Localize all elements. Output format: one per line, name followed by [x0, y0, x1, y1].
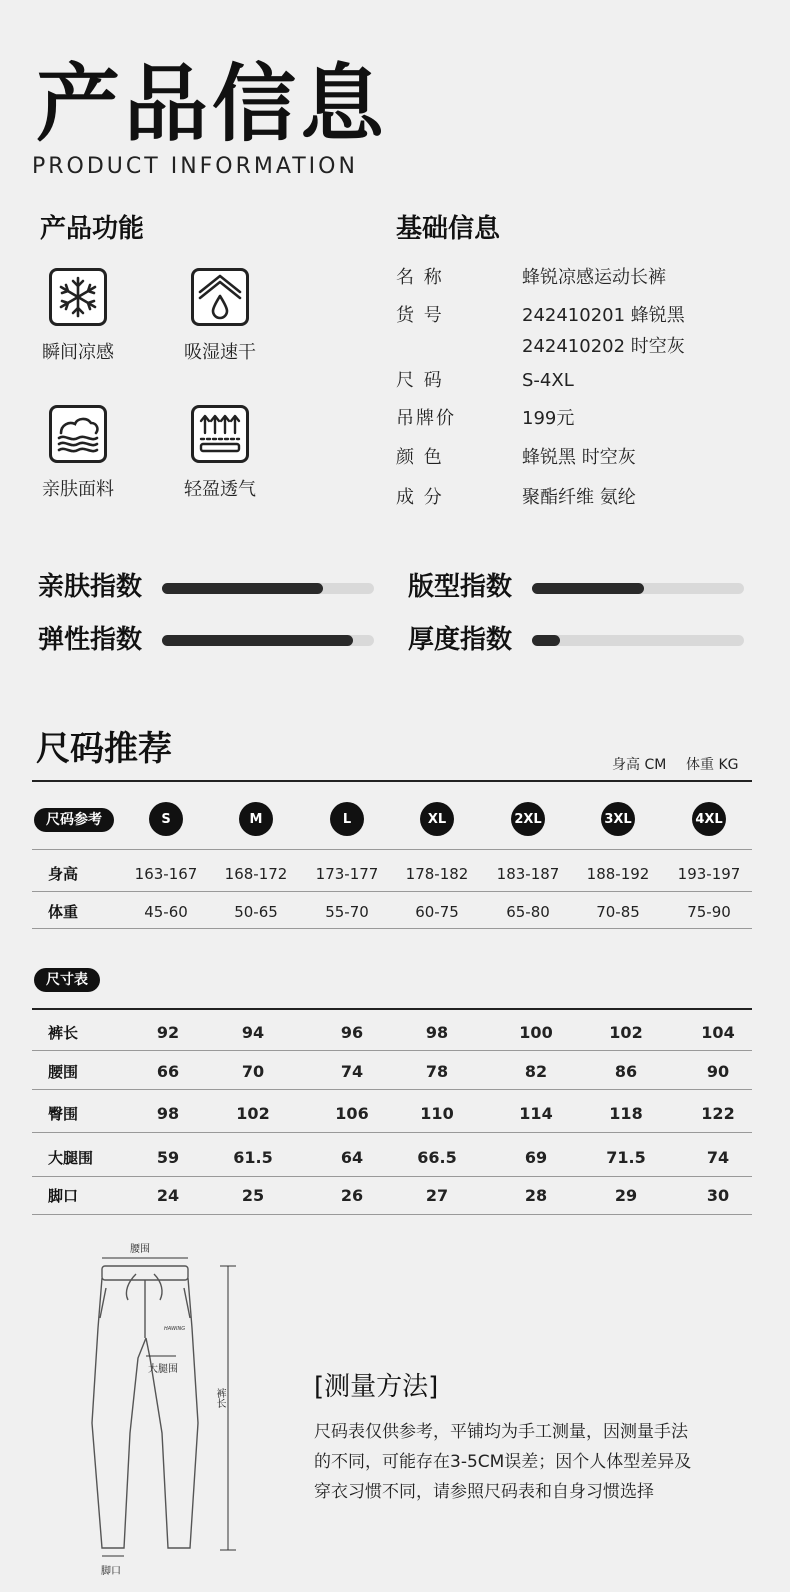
- page-subtitle: PRODUCT INFORMATION: [32, 154, 358, 179]
- size-table-cell: 96: [340, 1023, 364, 1042]
- divider: [32, 1176, 752, 1177]
- method-line: 穿衣习惯不同，请参照尺码表和自身习惯选择: [314, 1482, 654, 1502]
- info-key: 名 称: [396, 267, 444, 288]
- size-table-cell: 90: [706, 1062, 730, 1081]
- size-table-cell: 94: [241, 1023, 265, 1042]
- method-text: [314, 1417, 724, 1507]
- info-key: 吊牌价: [396, 408, 456, 429]
- index-bar: [162, 635, 374, 646]
- size-table-cell: 30: [706, 1186, 730, 1205]
- waist-label: 腰围: [130, 1244, 150, 1255]
- size-badge: L: [330, 802, 364, 836]
- divider: [32, 1132, 752, 1133]
- size-table-row-label: 臀围: [48, 1105, 79, 1123]
- size-badge: M: [239, 802, 273, 836]
- drawstring-right: [154, 1274, 162, 1300]
- size-table-row-label: 裤长: [48, 1024, 79, 1042]
- hem-label: 脚口: [101, 1566, 121, 1577]
- size-table-cell: 24: [156, 1186, 180, 1205]
- info-value: 199元: [522, 408, 575, 429]
- moisture-wicking-icon: [191, 268, 249, 326]
- size-table-cell: 102: [236, 1104, 270, 1123]
- feature-cooling: [18, 268, 138, 364]
- feature-breathable: [160, 405, 280, 501]
- size-table-cell: 69: [524, 1148, 548, 1167]
- size-badge: 3XL: [601, 802, 635, 836]
- size-table-cell: 86: [614, 1062, 638, 1081]
- feature-skin-friendly: [18, 405, 138, 501]
- divider: [32, 891, 752, 892]
- index-label: 亲肤指数: [38, 572, 143, 602]
- waistband: [102, 1266, 188, 1280]
- weight-cell: 65-80: [506, 903, 550, 921]
- size-table-row-label: 大腿围: [48, 1149, 94, 1167]
- size-table-cell: 100: [519, 1023, 553, 1042]
- feature-label: 吸湿速干: [184, 342, 256, 363]
- size-table-cell: 98: [425, 1023, 449, 1042]
- size-table-cell: 70: [241, 1062, 265, 1081]
- height-cell: 168-172: [224, 865, 288, 883]
- index-bar-fill: [532, 635, 560, 646]
- divider: [32, 1089, 752, 1090]
- divider: [32, 928, 752, 929]
- weight-cell: 60-75: [415, 903, 459, 921]
- size-table-cell: 122: [701, 1104, 735, 1123]
- size-table-cell: 118: [609, 1104, 643, 1123]
- info-key: 颜 色: [396, 447, 444, 468]
- index-label: 版型指数: [408, 572, 513, 602]
- info-value: 聚酯纤维 氨纶: [522, 487, 636, 508]
- index-bar: [162, 583, 374, 594]
- size-table-cell: 82: [524, 1062, 548, 1081]
- size-table-cell: 74: [340, 1062, 364, 1081]
- size-table-cell: 78: [425, 1062, 449, 1081]
- unit-weight: 体重 KG: [686, 757, 739, 773]
- brand-logo: HAWING: [164, 1326, 186, 1332]
- info-key: 尺 码: [396, 370, 444, 391]
- breathable-icon: [191, 405, 249, 463]
- size-badge: XL: [420, 802, 454, 836]
- method-line: 的不同，可能存在3-5CM误差；因个人体型差异及: [314, 1452, 692, 1472]
- size-badge: 4XL: [692, 802, 726, 836]
- info-key: 成 分: [396, 487, 444, 508]
- size-table-cell: 74: [706, 1148, 730, 1167]
- size-recommend-heading: 尺码推荐: [36, 729, 172, 769]
- basic-info-heading: 基础信息: [396, 214, 501, 244]
- index-bar: [532, 635, 744, 646]
- weight-cell: 55-70: [325, 903, 369, 921]
- height-cell: 163-167: [134, 865, 198, 883]
- weight-cell: 70-85: [596, 903, 640, 921]
- weight-cell: 75-90: [687, 903, 731, 921]
- index-bar: [532, 583, 744, 594]
- size-table-cell: 61.5: [233, 1148, 273, 1167]
- size-table-cell: 92: [156, 1023, 180, 1042]
- size-table-cell: 104: [701, 1023, 735, 1042]
- info-value: 蜂锐黑 时空灰: [522, 447, 636, 468]
- size-table-cell: 25: [241, 1186, 265, 1205]
- pants-diagram: [80, 1248, 250, 1568]
- size-table-cell: 71.5: [606, 1148, 646, 1167]
- divider: [32, 849, 752, 850]
- size-table-cell: 26: [340, 1186, 364, 1205]
- size-ref-pill: 尺码参考: [34, 808, 114, 832]
- length-label: 裤长: [214, 1388, 225, 1408]
- feature-label: 轻盈透气: [184, 479, 256, 500]
- info-value: S-4XL: [522, 370, 574, 391]
- height-cell: 173-177: [315, 865, 379, 883]
- divider: [32, 1050, 752, 1051]
- unit-height: 身高 CM: [612, 757, 667, 773]
- page-title: 产品信息: [36, 55, 389, 153]
- size-table-cell: 28: [524, 1186, 548, 1205]
- size-table-cell: 59: [156, 1148, 180, 1167]
- size-table-cell: 98: [156, 1104, 180, 1123]
- weight-cell: 50-65: [234, 903, 278, 921]
- size-table-row-label: 脚口: [48, 1187, 79, 1205]
- snowflake-icon: [49, 268, 107, 326]
- info-key: 货 号: [396, 305, 444, 326]
- info-value: 蜂锐凉感运动长裤: [522, 267, 666, 288]
- weight-cell: 45-60: [144, 903, 188, 921]
- features-heading: 产品功能: [40, 214, 145, 244]
- divider: [32, 780, 752, 782]
- pants-outline-left: [92, 1278, 146, 1548]
- index-label: 弹性指数: [38, 625, 143, 655]
- divider: [32, 1214, 752, 1215]
- index-bar-fill: [162, 583, 323, 594]
- weight-row-label: 体重: [48, 903, 79, 921]
- feature-label: 亲肤面料: [42, 479, 114, 500]
- height-row-label: 身高: [48, 865, 79, 883]
- drawstring-left: [126, 1274, 136, 1300]
- size-table-row-label: 腰围: [48, 1063, 79, 1081]
- thigh-label: 大腿围: [148, 1364, 178, 1375]
- height-cell: 193-197: [677, 865, 741, 883]
- soft-fabric-icon: [49, 405, 107, 463]
- info-value: 242410202 时空灰: [522, 336, 685, 357]
- index-bar-fill: [162, 635, 353, 646]
- height-cell: 188-192: [586, 865, 650, 883]
- height-cell: 178-182: [405, 865, 469, 883]
- height-cell: 183-187: [496, 865, 560, 883]
- size-table-cell: 64: [340, 1148, 364, 1167]
- feature-quick-dry: [160, 268, 280, 364]
- size-table-pill: 尺寸表: [34, 968, 100, 992]
- size-table-cell: 66: [156, 1062, 180, 1081]
- divider: [32, 1008, 752, 1010]
- index-bar-fill: [532, 583, 644, 594]
- index-label: 厚度指数: [408, 625, 513, 655]
- size-table-cell: 27: [425, 1186, 449, 1205]
- size-table-cell: 114: [519, 1104, 553, 1123]
- feature-label: 瞬间凉感: [42, 342, 114, 363]
- method-line: 尺码表仅供参考，平铺均为手工测量，因测量手法: [314, 1422, 688, 1442]
- size-table-cell: 106: [335, 1104, 369, 1123]
- size-table-cell: 102: [609, 1023, 643, 1042]
- size-table-cell: 110: [420, 1104, 454, 1123]
- size-badge: S: [149, 802, 183, 836]
- size-table-cell: 66.5: [417, 1148, 457, 1167]
- info-value: 242410201 蜂锐黑: [522, 305, 685, 326]
- pants-outline-right: [146, 1278, 198, 1548]
- size-badge: 2XL: [511, 802, 545, 836]
- size-table-cell: 29: [614, 1186, 638, 1205]
- method-heading: [测量方法]: [314, 1372, 439, 1402]
